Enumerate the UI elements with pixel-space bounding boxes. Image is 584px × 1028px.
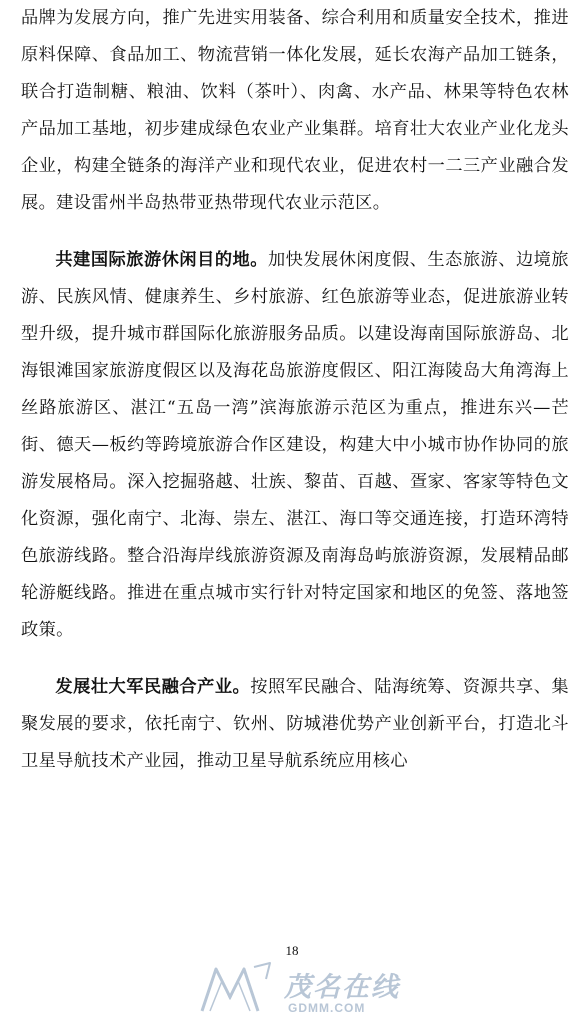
paragraph-agriculture xyxy=(21,0,569,222)
page-number: 18 xyxy=(285,943,299,958)
paragraph-heading: 共建国际旅游休闲目的地。 xyxy=(55,250,268,270)
paragraph-gap xyxy=(21,222,569,242)
paragraph-tourism xyxy=(21,242,569,649)
document-page xyxy=(21,0,569,780)
watermark-text: 茂名在线 xyxy=(284,972,400,1003)
paragraph-heading: 发展壮大军民融合产业。 xyxy=(55,677,251,697)
watermark-logo-icon xyxy=(196,959,276,1019)
paragraph-body: 品牌为发展方向，推广先进实用装备、综合利用和质量安全技术，推进原料保障、食品加工、物流营销一体化发展，延长农海产品加工链条，联合打造制糖、粮油、饮料（茶叶）、肉禽、水产品、林果等特色农林产品加工基地，初步建成绿色农业产业集群。培育壮大农业产业化龙头企业，构建全链条的海洋产业和现代农业，促进农村一二三产业融合发展。建设雷州半岛热带亚热带现代农业示范区。 xyxy=(21,8,569,213)
paragraph-body: 按照军民融合、陆海统筹、资源共享、集聚发展的要求，依托南宁、钦州、防城港优势产业创新平台，打造北斗卫星导航技术产业园，推动卫星导航系统应用核心 xyxy=(21,677,570,771)
site-watermark xyxy=(196,955,406,1021)
paragraph-gap xyxy=(21,649,569,669)
paragraph-military-civil xyxy=(21,669,569,780)
watermark-domain: GDMM.COM xyxy=(288,1001,366,1015)
paragraph-body: 加快发展休闲度假、生态旅游、边境旅游、民族风情、健康养生、乡村旅游、红色旅游等业态，促进旅游业转型升级，提升城市群国际化旅游服务品质。以建设海南国际旅游岛、北海银滩国家旅游度假区以及海花岛旅游度假区、阳江海陵岛大角湾海上丝路旅游区、湛江“五岛一湾”滨海旅游示范区为重点，推进东兴—芒街、德天—板约等跨境旅游合作区建设，构建大中小城市协作协同的旅游发展格局。深入挖掘骆越、壮族、黎苗、百越、疍家、客家等特色文化资源，强化南宁、北海、崇左、湛江、海口等交通连接，打造环湾特色旅游线路。整合沿海岸线旅游资源及南海岛屿旅游资源，发展精品邮轮游艇线路。推进在重点城市实行针对特定国家和地区的免签、落地签政策。 xyxy=(21,250,569,640)
